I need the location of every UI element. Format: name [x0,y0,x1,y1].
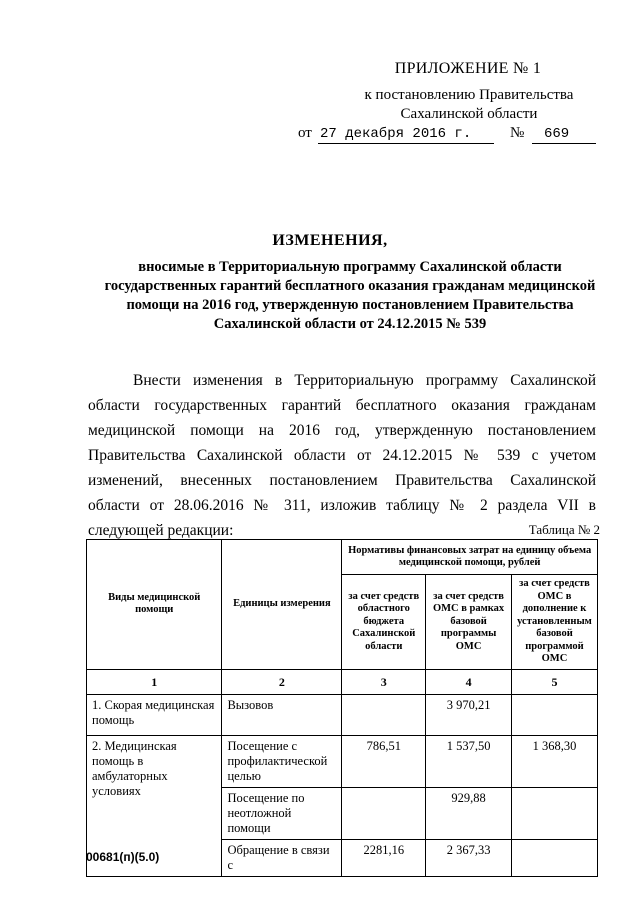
document-subtitle: вносимые в Территориальную программу Сахалинской области государственных гарантий бесплатного оказания гражданам медицинской помощи на 2016 год, утвержденную постановлением Правительства Сахалинской области от 24.12.2015 № 539 [104,259,596,332]
row-oms-extra: 1 368,30 [511,735,597,787]
col-number: 2 [222,669,342,694]
row-oms-extra [511,694,597,735]
row-unit: Обращение в связи с [222,839,342,876]
column-number-row [87,669,598,694]
row-oms-base: 3 970,21 [426,694,512,735]
row-regional [342,694,426,735]
reference-line-2: Сахалинской области [400,106,538,122]
appendix-reference [338,86,600,124]
header-unit: Единицы измерения [222,540,342,670]
row-unit: Посещение по неотложной помощи [222,787,342,839]
table-label: Таблица № 2 [528,522,600,537]
row-care-type: 2. Медицинская помощь в амбулаторных условиях [87,735,222,876]
reference-line-1: к постановлению Правительства [364,87,574,103]
col-number: 5 [511,669,597,694]
header-oms-base: за счет средств ОМС в рамках базовой программы ОМС [426,575,512,670]
row-oms-base: 929,88 [426,787,512,839]
norms-table [86,539,598,877]
row-unit: Посещение с профилактической целью [222,735,342,787]
decree-date: 27 декабря 2016 г. [320,126,472,142]
row-oms-extra [511,787,597,839]
decree-date-number [298,125,598,145]
document-title: ИЗМЕНЕНИЯ, [272,232,388,249]
header-norms-group: Нормативы финансовых затрат на единицу объема медицинской помощи, рублей [342,540,598,575]
body-paragraph: Внести изменения в Территориальную программу Сахалинской области государственных гарантий бесплатного оказания гражданам медицинской помощи на 2016 год, утвержденную постановлением Правительства Сахалинской области от 24.12.2015 № 539 с учетом изменений, внесенных постановлением Правительства Сахалинской области от 28.06.2016 № 311, изложив таблицу № 2 раздела VII в следующей редакции: [88,372,596,539]
date-underline [318,143,494,144]
from-label: от [298,125,312,141]
number-label: № [510,125,525,141]
number-underline [532,143,596,144]
decree-number: 669 [544,126,570,142]
appendix-title: ПРИЛОЖЕНИЕ № 1 [394,60,542,77]
col-number: 3 [342,669,426,694]
col-number: 4 [426,669,512,694]
table-row [87,694,598,735]
header-oms-extra: за счет средств ОМС в дополнение к установленным базовой программой ОМС [511,575,597,670]
row-oms-base: 1 537,50 [426,735,512,787]
row-regional: 2281,16 [342,839,426,876]
header-regional-budget: за счет средств областного бюджета Сахалинской области [342,575,426,670]
row-regional: 786,51 [342,735,426,787]
col-number: 1 [87,669,222,694]
row-regional [342,787,426,839]
row-oms-extra [511,839,597,876]
row-unit: Вызовов [222,694,342,735]
table-header-row [87,540,598,575]
row-care-type: 1. Скорая медицинская помощь [87,694,222,735]
row-oms-base: 2 367,33 [426,839,512,876]
header-care-type: Виды медицинской помощи [87,540,222,670]
document-code: 00681(п)(5.0) [86,850,160,864]
table-row [87,735,598,787]
